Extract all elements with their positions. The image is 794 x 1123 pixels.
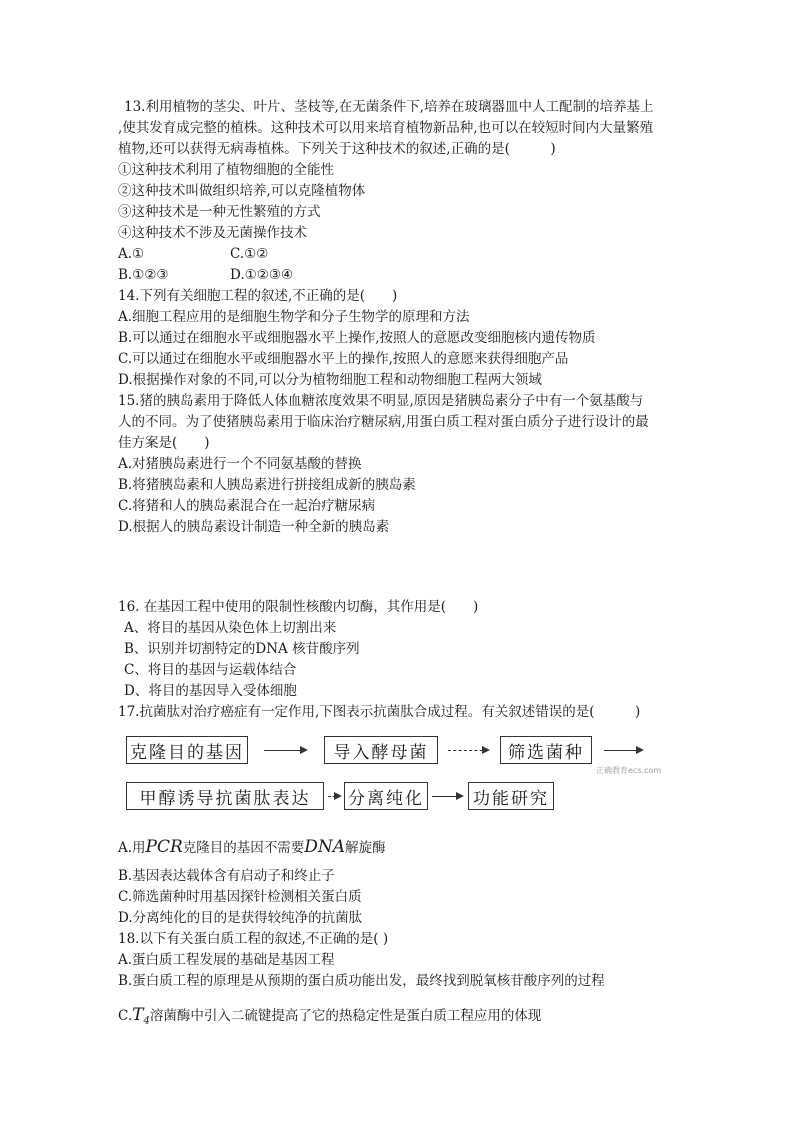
q13-option-c: C.①② bbox=[230, 246, 269, 262]
q13-statement-3: ③这种技术是一种无性繁殖的方式 bbox=[118, 204, 321, 220]
q16-option-a: A、将目的基因从染色体上切割出来 bbox=[124, 620, 337, 636]
q16-option-b: B、识别并切割特定的DNA 核苷酸序列 bbox=[124, 641, 360, 657]
q13-statement-1: ①这种技术利用了植物细胞的全能性 bbox=[118, 162, 334, 178]
flow-box-yeast: 导入酵母菌 bbox=[324, 736, 438, 764]
q14-option-d: D.根据操作对象的不同,可以分为植物细胞工程和动物细胞工程两大领域 bbox=[118, 372, 542, 388]
flow-box-function: 功能研究 bbox=[468, 782, 554, 810]
q14-option-c: C.可以通过在细胞水平或细胞器水平上的操作,按照人的意愿来获得细胞产品 bbox=[118, 351, 569, 367]
q13-option-a: A.① bbox=[118, 246, 145, 262]
q13-stem-line2: ,使其发育成完整的植株。这种技术可以用来培育植物新品种,也可以在较短时间内大量繁殖 bbox=[118, 120, 654, 136]
q17-option-b: B.基因表达载体含有启动子和终止子 bbox=[118, 868, 335, 884]
flow-box-clone-gene: 克隆目的基因 bbox=[126, 736, 248, 764]
t4-symbol: T bbox=[132, 1005, 144, 1025]
q17-option-a-prefix: A.用 bbox=[118, 840, 146, 856]
flow-box-methanol: 甲醇诱导抗菌肽表达 bbox=[126, 782, 324, 810]
t4-subscript: 4 bbox=[143, 1015, 150, 1027]
q15-stem-line3: 佳方案是( ) bbox=[118, 435, 210, 451]
q14-option-b: B.可以通过在细胞水平或细胞器水平上操作,按照人的意愿改变细胞核内遗传物质 bbox=[118, 330, 596, 346]
q15-option-c: C.将猪和人的胰岛素混合在一起治疗糖尿病 bbox=[118, 498, 376, 514]
q17-stem: 17.抗菌肽对治疗癌症有一定作用,下图表示抗菌肽合成过程。有关叙述错误的是( ) bbox=[118, 704, 641, 720]
q18-option-c-prefix: C. bbox=[118, 1008, 133, 1024]
q14-option-a: A.细胞工程应用的是细胞生物学和分子生物学的原理和方法 bbox=[118, 309, 470, 325]
q18-option-a: A.蛋白质工程发展的基础是基因工程 bbox=[118, 952, 335, 968]
q16-stem: 16. 在基因工程中使用的限制性核酸内切酶，其作用是( ) bbox=[118, 599, 479, 615]
q17-option-c: C.筛选菌种时用基因探针检测相关蛋白质 bbox=[118, 889, 362, 905]
q16-option-c: C、将目的基因与运载体结合 bbox=[124, 662, 297, 678]
flow-box-purify: 分离纯化 bbox=[344, 782, 428, 810]
q14-stem: 14.下列有关细胞工程的叙述,不正确的是( ) bbox=[118, 288, 398, 304]
flow-box-screen: 筛选菌种 bbox=[500, 736, 592, 764]
q18-option-c-suffix: 溶菌酶中引入二硫键提高了它的热稳定性是蛋白质工程应用的体现 bbox=[149, 1008, 542, 1024]
flow-arrow-4 bbox=[328, 796, 340, 797]
q13-stem-line1: 13.利用植物的茎尖、叶片、茎枝等,在无菌条件下,培养在玻璃器皿中人工配制的培养基上 bbox=[124, 99, 654, 115]
q15-option-b: B.将猪胰岛素和人胰岛素进行拼接组成新的胰岛素 bbox=[118, 477, 416, 493]
q15-stem-line1: 15.猪的胰岛素用于降低人体血糖浓度效果不明显,原因是猪胰岛素分子中有一个氨基酸与 bbox=[118, 393, 644, 409]
dna-symbol: DNA bbox=[304, 837, 346, 857]
flow-arrow-2 bbox=[448, 750, 488, 751]
q18-option-b: B.蛋白质工程的原理是从预期的蛋白质功能出发，最终找到脱氧核苷酸序列的过程 bbox=[118, 973, 605, 989]
q13-option-d: D.①②③④ bbox=[230, 267, 294, 283]
q18-stem: 18.以下有关蛋白质工程的叙述,不正确的是( ) bbox=[118, 931, 389, 947]
q17-option-a-suffix: 解旋酶 bbox=[345, 840, 386, 856]
q13-stem-line3: 植物,还可以获得无病毒植株。下列关于这种技术的叙述,正确的是( ) bbox=[118, 141, 556, 157]
q13-option-b: B.①②③ bbox=[118, 267, 169, 283]
q18-option-c bbox=[118, 1003, 541, 1034]
q13-statement-4: ④这种技术不涉及无菌操作技术 bbox=[118, 225, 307, 241]
pcr-symbol: PCR bbox=[145, 837, 183, 857]
flow-arrow-3 bbox=[604, 750, 642, 751]
q17-option-a-mid: 克隆目的基因不需要 bbox=[182, 840, 305, 856]
q15-stem-line2: 人的不同。为了使猪胰岛素用于临床治疗糖尿病,用蛋白质工程对蛋白质分子进行设计的最 bbox=[118, 414, 649, 430]
q17-option-d: D.分离纯化的目的是获得较纯净的抗菌肽 bbox=[118, 910, 363, 926]
flow-arrow-5 bbox=[432, 796, 462, 797]
q15-option-a: A.对猪胰岛素进行一个不同氨基酸的替换 bbox=[118, 456, 362, 472]
q13-statement-2: ②这种技术叫做组织培养,可以克隆植物体 bbox=[118, 183, 366, 199]
watermark: 正确教育ecs.com bbox=[596, 766, 662, 775]
q15-option-d: D.根据人的胰岛素设计制造一种全新的胰岛素 bbox=[118, 519, 390, 535]
q16-option-d: D、将目的基因导入受体细胞 bbox=[124, 683, 297, 699]
q17-option-a bbox=[118, 835, 386, 860]
flow-arrow-1 bbox=[264, 750, 306, 751]
